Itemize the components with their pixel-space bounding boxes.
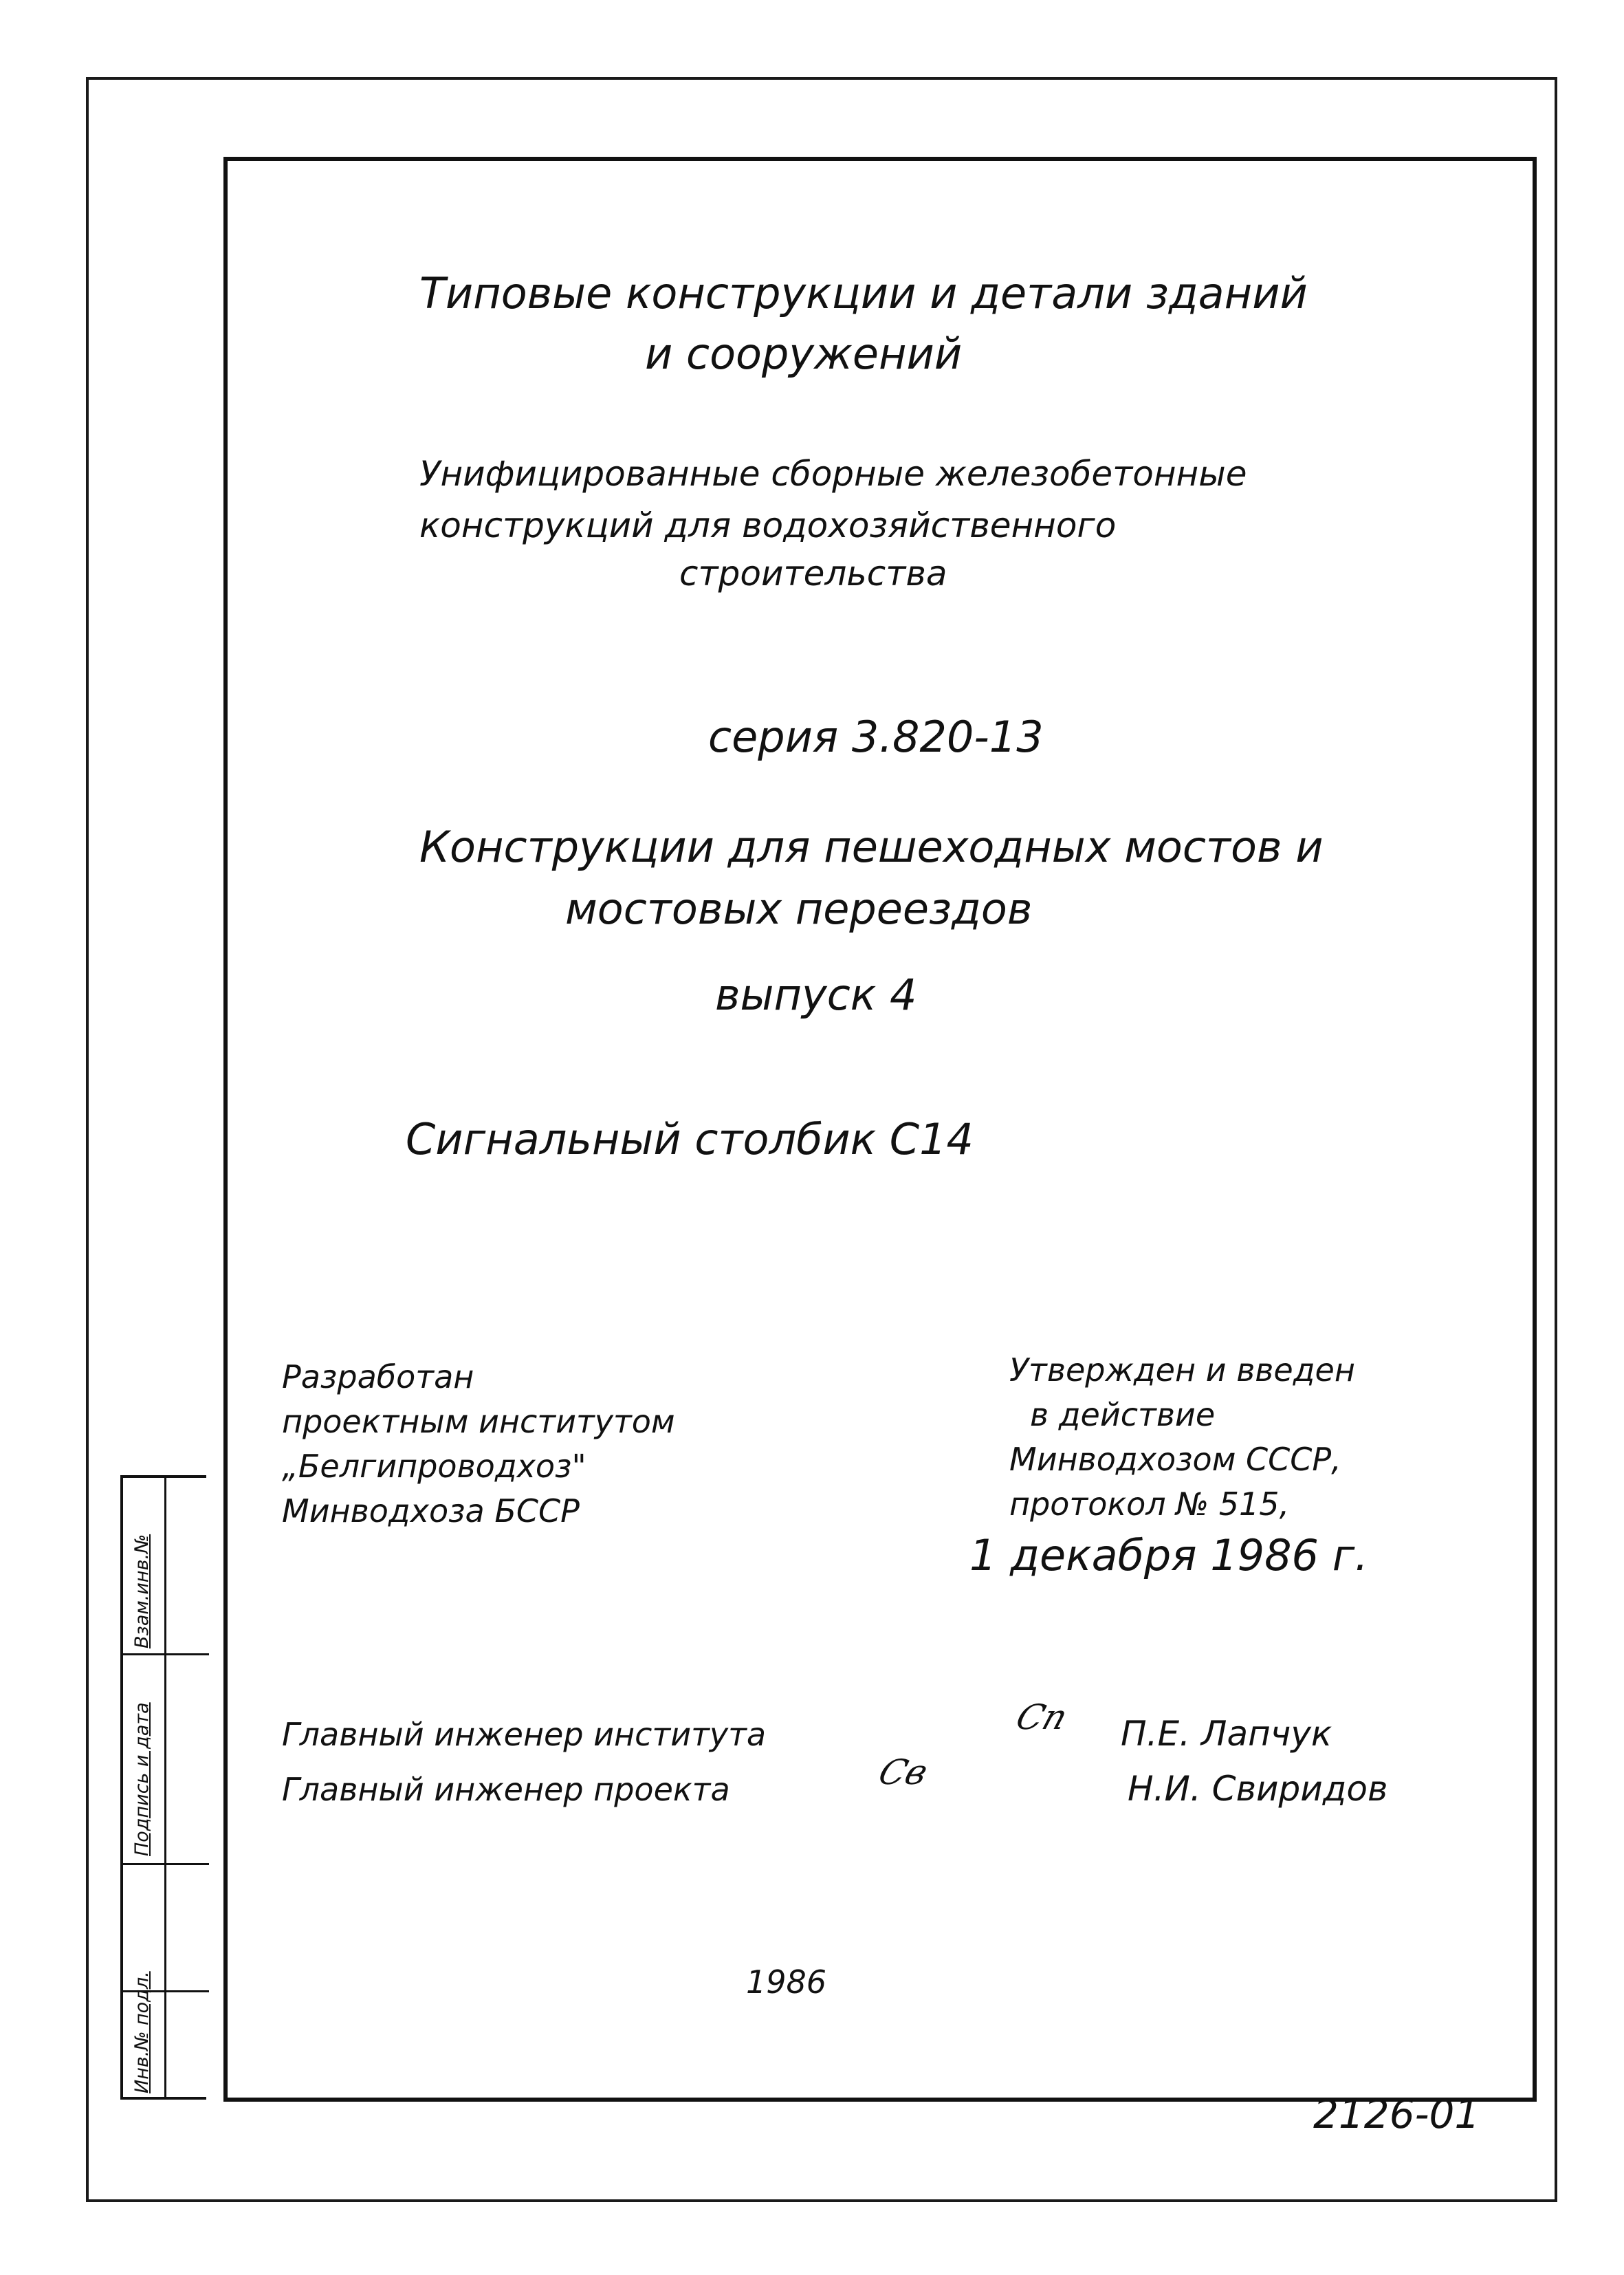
approved-line-3: Минводхозом СССР, (1009, 1441, 1341, 1478)
title-line-1: Типовые конструкции и детали зданий (419, 268, 1308, 318)
approved-line-4: протокол № 515, (1009, 1485, 1290, 1523)
approved-line-5: 1 декабря 1986 г. (969, 1530, 1368, 1580)
signatory-role-1: Главный инженер института (282, 1716, 767, 1753)
signature-mark-2: Св (873, 1752, 933, 1792)
title-line-2: и сооружений (645, 329, 963, 379)
signatory-name-1: П.Е. Лапчук (1121, 1714, 1332, 1754)
side-stamp-label-signature-date: Подпись и дата (131, 1702, 153, 1856)
developed-by-line-3: „Белгипроводхоз" (282, 1448, 586, 1485)
subtitle-line-1: Унифицированные сборные железобетонные (419, 454, 1247, 494)
sheet-code: 2126-01 (1313, 2091, 1480, 2137)
developed-by-line-1: Разработан (282, 1358, 474, 1395)
side-stamp-divider (123, 1653, 209, 1655)
side-stamp-divider (123, 1863, 209, 1865)
developed-by-line-2: проектным институтом (282, 1403, 675, 1440)
document-year: 1986 (746, 1963, 827, 2001)
series-number: серия 3.820-13 (708, 712, 1044, 762)
subtitle-line-2: конструкций для водохозяйственного (419, 505, 1117, 545)
subtitle-line-3: строительства (679, 554, 947, 594)
signatory-role-2: Главный инженер проекта (282, 1771, 730, 1808)
signatory-name-2: Н.И. Свиридов (1128, 1769, 1388, 1809)
side-stamp-block (120, 1475, 206, 2100)
section-title-line-2: мостовых переездов (565, 884, 1033, 934)
item-title: Сигнальный столбик С14 (406, 1114, 974, 1164)
side-stamp-column-divider (164, 1478, 166, 2097)
section-title-line-1: Конструкции для пешеходных мостов и (419, 822, 1324, 872)
side-stamp-label-original-inv: Инв.№ подл. (131, 1971, 153, 2093)
developed-by-line-4: Минводхоза БССР (282, 1492, 580, 1530)
issue-number: выпуск 4 (715, 970, 917, 1020)
side-stamp-label-replacement-inv: Взам.инв.№ (131, 1534, 153, 1648)
signature-mark-1: Сп (1011, 1697, 1073, 1737)
approved-line-2: в действие (1030, 1396, 1216, 1433)
approved-line-1: Утвержден и введен (1009, 1351, 1355, 1389)
